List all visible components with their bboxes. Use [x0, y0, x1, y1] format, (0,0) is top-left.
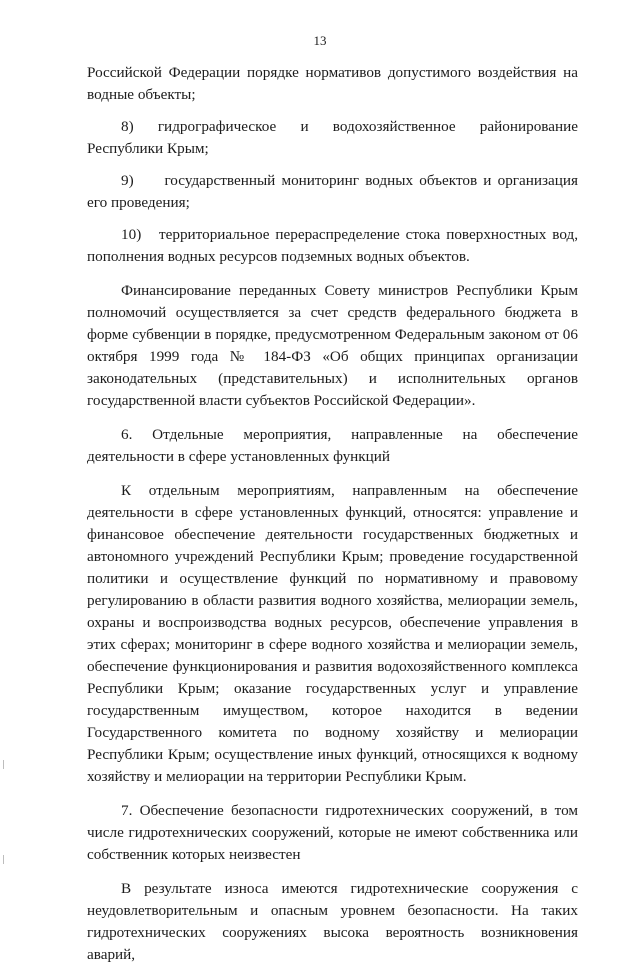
scan-edge-mark — [3, 760, 4, 769]
scan-edge-mark — [3, 855, 4, 864]
paragraph-financing: Финансирование переданных Совету министров Республики Крым полномочий осуществляется за счет средств федерального бюджета в форме субвенции в порядке, предусмотренном Федеральным законом от 06 октября 1999 года № 184-ФЗ «Об общих принципах организации законодательных (представительных) и исполнительных органов государственной власти субъектов Российской Федерации». — [87, 282, 578, 409]
list-item-8: 8) гидрографическое и водохозяйственное районирование Республики Крым; — [87, 118, 578, 157]
list-item-9: 9) государственный мониторинг водных объектов и организация его проведения; — [87, 172, 578, 211]
page-number: 13 — [313, 33, 327, 48]
list-item-10: 10) территориальное перераспределение стока поверхностных вод, пополнения водных ресурсов подземных водных объектов. — [87, 226, 578, 265]
paragraph-wear: В результате износа имеются гидротехнические сооружения с неудовлетворительным и опасным уровнем безопасности. На таких гидротехнических сооружениях высока вероятность возникновения аварий, — [87, 880, 578, 963]
section-heading-7: 7. Обеспечение безопасности гидротехнических сооружений, в том числе гидротехнических сооружений, которые не имеют собственника или собственник которых неизвестен — [87, 802, 578, 863]
section-heading-6: 6. Отдельные мероприятия, направленные на обеспечение деятельности в сфере установленных функций — [87, 426, 578, 465]
paragraph-measures: К отдельным мероприятиям, направленным на обеспечение деятельности в сфере установленных функций, относятся: управление и финансовое обеспечение деятельности государственных бюджетных и автономного учреждений Республики Крым; проведение государственной политики и осуществление функций по нормативному и правовому регулированию в области развития водного хозяйства, мелиорации земель, охраны и воспроизводства водных ресурсов, обеспечение управления в этих сферах; мониторинг в сфере водного хозяйства и мелиорации земель, обеспечение функционирования и развития водохозяйственного комплекса Республики Крым; оказание государственных услуг и управление государственным имуществом, которое находится в ведении Государственного комитета по водному хозяйству и мелиорации Республики Крым; осуществление иных функций, относящихся к водному хозяйству и мелиорации на территории Республики Крым. — [87, 482, 578, 785]
paragraph-continuation: Российской Федерации порядке нормативов допустимого воздействия на водные объекты; — [87, 64, 578, 103]
document-body — [87, 62, 578, 966]
